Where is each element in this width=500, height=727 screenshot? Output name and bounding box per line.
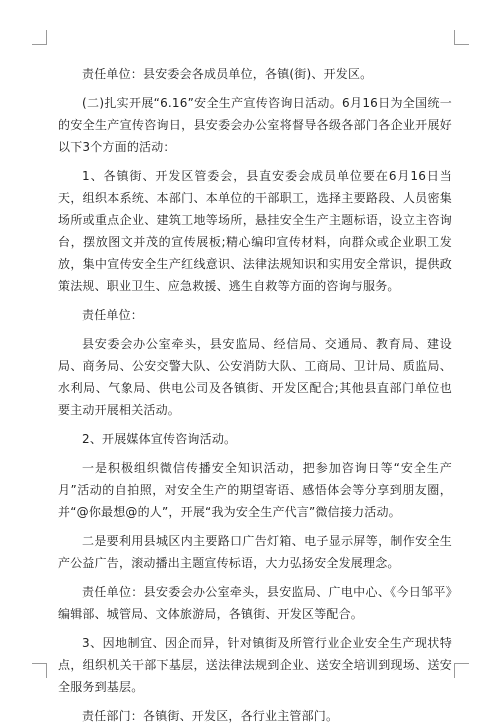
paragraph-section-two: (二)扎实开展“6.16”安全生产宣传咨询日活动。6月16日为全国统一的安全生产宣传咨询日，县安委会办公室将督导各级各部门各企业开展好以下3个方面的活动： <box>58 96 452 154</box>
document-page <box>58 63 452 727</box>
paragraph-responsible-units-3: 责任单位：县安委会办公室牵头，县安监局、广电中心、《今日邹平》编辑部、城管局、文体旅游局，各镇街、开发区等配合。 <box>58 585 452 621</box>
paragraph-responsible-units-label: 责任单位： <box>82 308 144 322</box>
crop-mark-bottom-right <box>454 663 469 678</box>
paragraph-item-1: 1、各镇街、开发区管委会，县直安委会成员单位要在6月16日当天，组织本系统、本部门、本单位的干部职工，选择主要路段、人员密集场所或重点企业、建筑工地等场所，悬挂安全生产主题标语，设立主咨询台，摆放图文并茂的宣传展板;精心编印宣传材料，向群众或企业职工发放，集中宣传安全生产红线意识、法律法规知识和实用安全常识，提供政策法规、职业卫生、应急救援、逃生自救等方面的咨询与服务。 <box>58 169 452 293</box>
paragraph-responsible-departments: 责任部门：各镇街、开发区，各行业主管部门。 <box>82 709 339 723</box>
paragraph-item-3: 3、因地制宜、因企而异，针对镇街及所管行业企业安全生产现状特点，组织机关干部下基层，送法律法规到企业、送安全培训到现场、送安全服务到基层。 <box>58 636 452 694</box>
paragraph-responsible-units-1: 责任单位：县安委会各成员单位，各镇(街)、开发区。 <box>82 67 373 81</box>
crop-mark-top-right <box>454 30 469 45</box>
paragraph-public-ads: 二是要利用县城区内主要路口广告灯箱、电子显示屏等，制作安全生产公益广告，滚动播出主题宣传标语，大力弘扬安全发展理念。 <box>58 534 452 570</box>
crop-mark-top-left <box>32 30 47 45</box>
paragraph-item-2: 2、开展媒体宣传咨询活动。 <box>82 432 237 446</box>
crop-mark-bottom-left <box>32 663 47 678</box>
paragraph-responsible-units-2: 县安委会办公室牵头，县安监局、经信局、交通局、教育局、建设局、商务局、公安交警大队、公安消防大队、工商局、卫计局、质监局、水利局、气象局、供电公司及各镇街、开发区配合;其他县直部门单位也要主动开展相关活动。 <box>58 337 452 417</box>
paragraph-wechat-activity: 一是积极组织微信传播安全知识活动，把参加咨询日等“安全生产月”活动的自拍照，对安全生产的期望寄语、感悟体会等分享到朋友圈，并“@你最想@的人”，开展“我为安全生产代言”微信接力活动。 <box>58 461 452 519</box>
